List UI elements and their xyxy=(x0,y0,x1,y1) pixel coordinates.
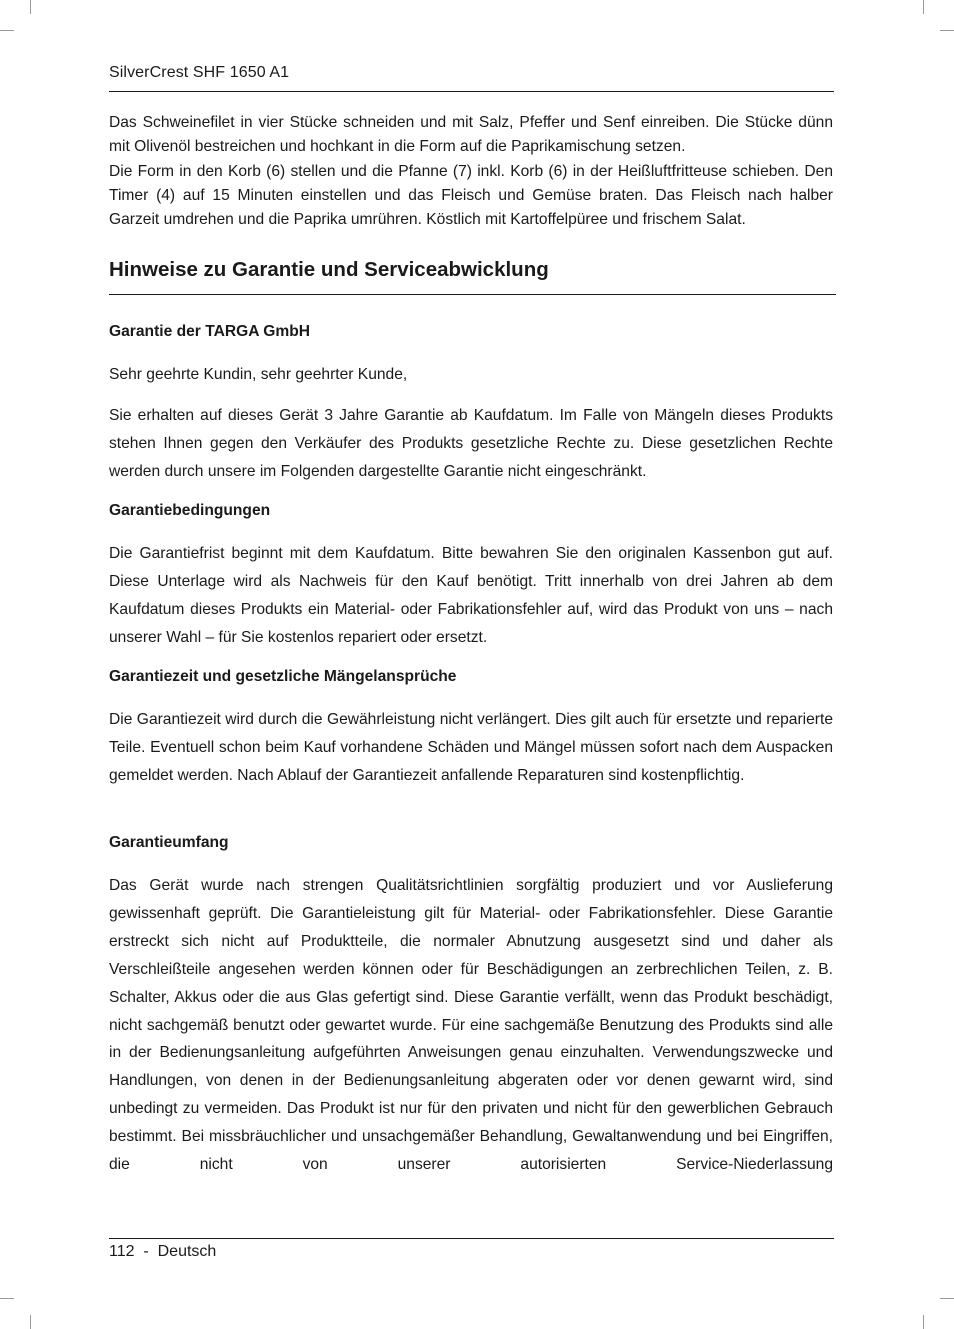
subheading-umfang: Garantieumfang xyxy=(109,834,229,851)
paragraph-umfang: Das Gerät wurde nach strengen Qualitätsrichtlinien sorgfältig produziert und vor Auslieferung gewissenhaft geprüft. Die Garantieleistung gilt für Material- oder Fabrikationsfehler. Diese Garantie erstreckt sich nicht auf Produktteile, die normaler Abnutzung ausgesetzt sind und daher als Verschleißteile angesehen werden können oder für Beschädigungen an zerbrechlichen Teilen, z. B. Schalter, Akkus oder die aus Glas gefertigt sind. Diese Garantie verfällt, wenn das Produkt beschädigt, nicht sachgemäß benutzt oder gewartet wurde. Für eine sachgemäße Benutzung des Produkts sind alle in der Bedienungsanleitung aufgeführten Anweisungen genau einzuhalten. Verwendungszwecke und Handlungen, von denen in der Bedienungsanleitung abgeraten oder vor denen gewarnt wird, sind unbedingt zu vermeiden. Das Produkt ist nur für den privaten und nicht für den gewerblichen Gebrauch bestimmt. Bei missbräuchlicher und unsachgemäßer Behandlung, Gewaltanwendung und bei Eingriffen, die nicht von unserer autorisierten Service-Niederlassung xyxy=(109,877,833,1174)
intro-text xyxy=(109,111,833,232)
crop-mark xyxy=(923,1315,924,1329)
paragraph-bedingungen: Die Garantiefrist beginnt mit dem Kaufdatum. Bitte bewahren Sie den originalen Kassenbon gut auf. Diese Unterlage wird als Nachweis für den Kauf benötigt. Tritt innerhalb von drei Jahren ab dem Kaufdatum dieses Produkts ein Material- oder Fabrikationsfehler auf, wird das Produkt von uns – nach unserer Wahl – für Sie kostenlos repariert oder ersetzt. xyxy=(109,545,833,646)
intro-paragraph: Das Schweinefilet in vier Stücke schneiden und mit Salz, Pfeffer und Senf einreiben. Die Stücke dünn mit Olivenöl bestreichen und hochkant in die Form auf die Paprikamischung setzen. xyxy=(109,114,833,156)
salutation: Sehr geehrte Kundin, sehr geehrter Kunde, xyxy=(109,366,408,383)
header-rule xyxy=(109,91,834,92)
paragraph-garantie: Sie erhalten auf dieses Gerät 3 Jahre Garantie ab Kaufdatum. Im Falle von Mängeln dieses Produkts stehen Ihnen gegen den Verkäufer des Produkts gesetzliche Rechte zu. Diese gesetzlichen Rechte werden durch unsere im Folgenden dargestellte Garantie nicht eingeschränkt. xyxy=(109,407,833,480)
crop-mark xyxy=(30,0,31,14)
section-heading: Hinweise zu Garantie und Serviceabwicklung xyxy=(109,258,549,281)
section-rule xyxy=(109,294,836,295)
crop-mark xyxy=(30,1315,31,1329)
crop-mark xyxy=(940,1298,954,1299)
page-number: 112 - Deutsch xyxy=(109,1243,217,1260)
crop-mark xyxy=(0,30,14,31)
crop-mark xyxy=(0,1298,14,1299)
footer-rule xyxy=(109,1238,834,1239)
paragraph-garantiezeit: Die Garantiezeit wird durch die Gewährleistung nicht verlängert. Dies gilt auch für ersetzte und reparierte Teile. Eventuell schon beim Kauf vorhandene Schäden und Mängel müssen sofort nach dem Auspacken gemeldet werden. Nach Ablauf der Garantiezeit anfallende Reparaturen sind kostenpflichtig. xyxy=(109,711,833,784)
subheading-garantie: Garantie der TARGA GmbH xyxy=(109,323,311,340)
running-header: SilverCrest SHF 1650 A1 xyxy=(109,64,290,81)
crop-mark xyxy=(940,30,954,31)
subheading-bedingungen: Garantiebedingungen xyxy=(109,502,271,519)
crop-mark xyxy=(923,0,924,14)
subheading-garantiezeit: Garantiezeit und gesetzliche Mängelansprüche xyxy=(109,668,457,685)
intro-paragraph: Die Form in den Korb (6) stellen und die Pfanne (7) inkl. Korb (6) in der Heißluftfritteuse schieben. Den Timer (4) auf 15 Minuten einstellen und das Fleisch und Gemüse braten. Das Fleisch nach halber Garzeit umdrehen und die Paprika umrühren. Köstlich mit Kartoffelpüree und frischem Salat. xyxy=(109,162,833,229)
